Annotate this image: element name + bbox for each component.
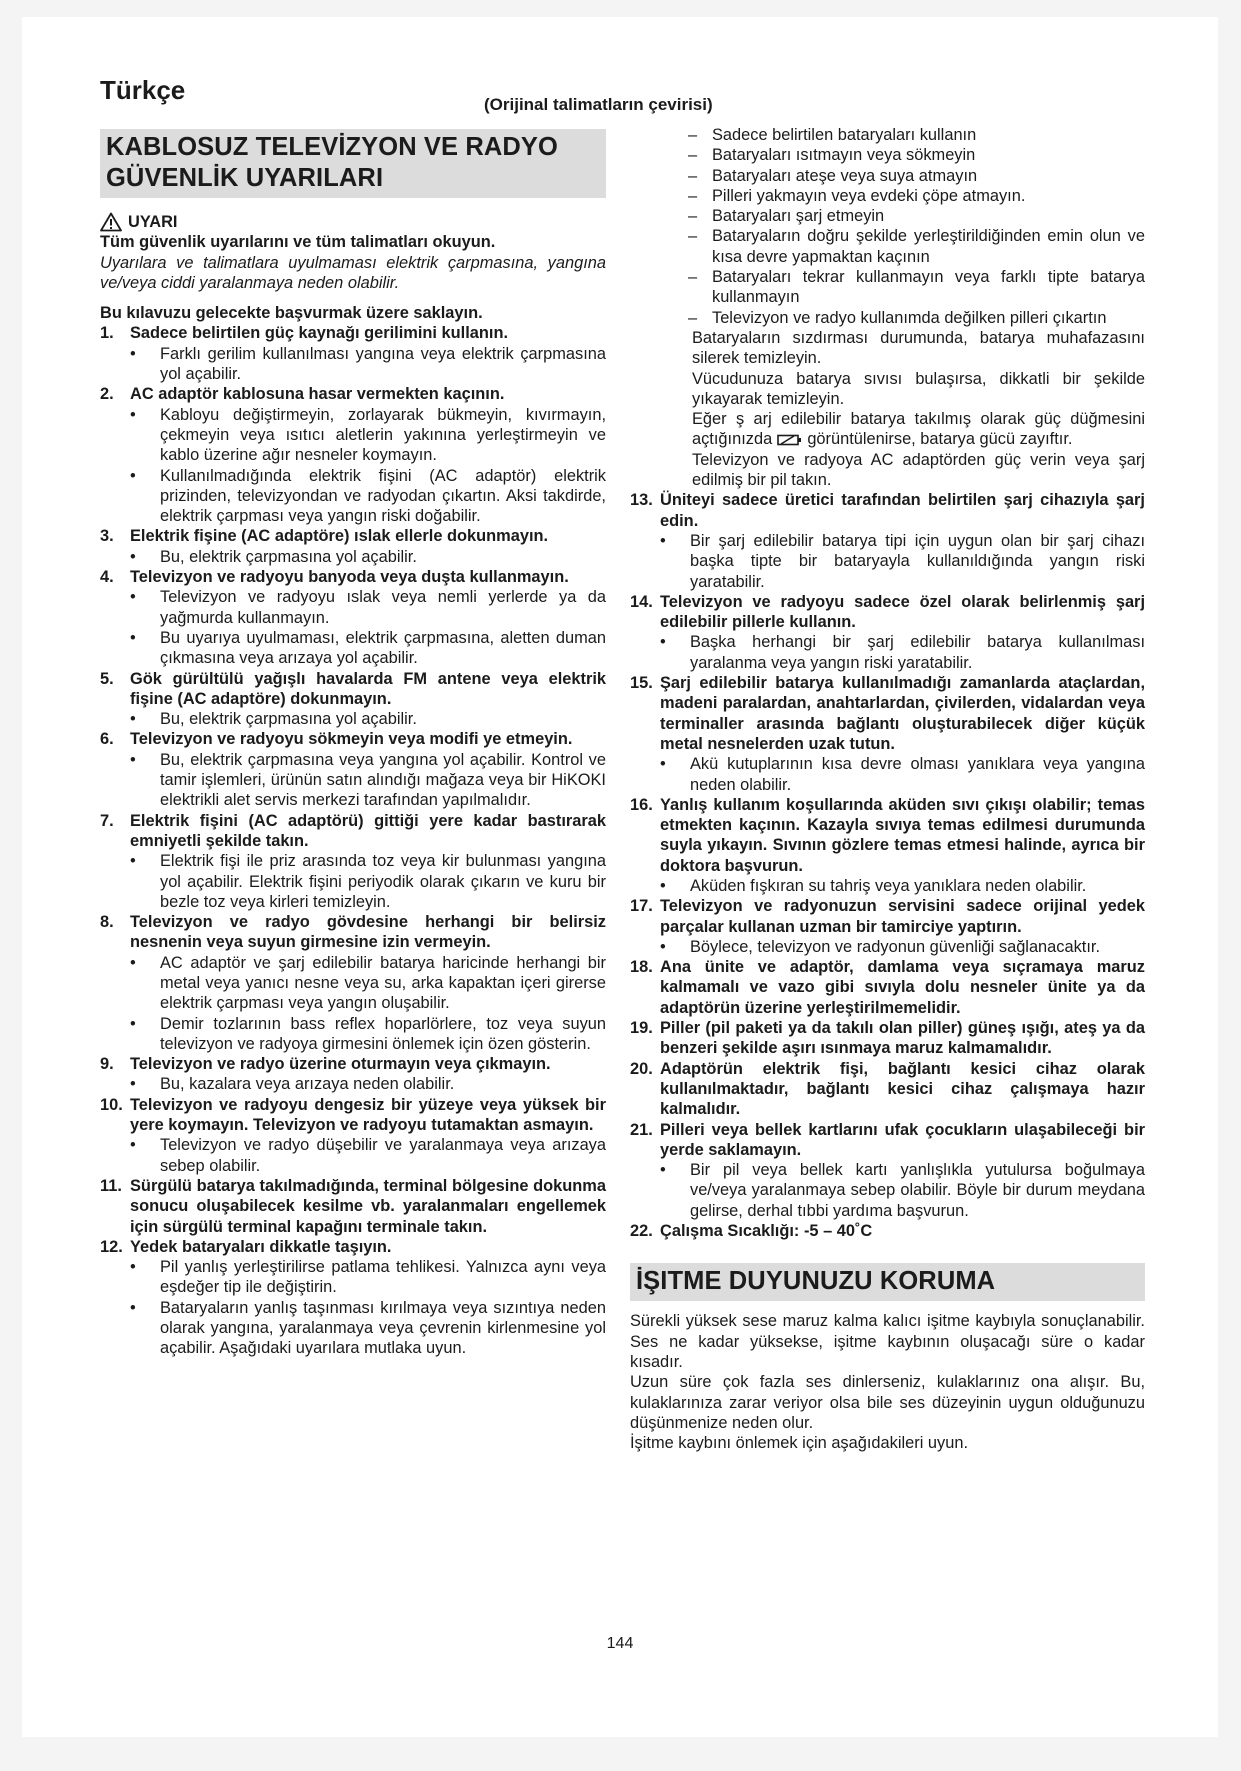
dash-marker: – — [688, 268, 698, 287]
bullet-item — [100, 344, 606, 385]
bullet-marker: • — [130, 344, 136, 363]
bullet-text: Kabloyu değiştirmeyin, zorlayarak bükmeyin, kıvırmayın, çekmeyin veya ısıtıcı aletlerin yakınına yerleştirmeyin ve kablo üzerine ağır nesneler koymayın. — [160, 405, 606, 465]
item-text: Piller (pil paketi ya da takılı olan piller) güneş ışığı, ateş ya da benzeri şekilde aşırı ısınmaya maruz kalmamalıdır. — [660, 1019, 1145, 1058]
item-text: Televizyon ve radyonuzun servisini sadece orijinal yedek parçalar kullanan uzman bir tamirciye yaptırın. — [660, 897, 1145, 936]
item-number: 6. — [100, 730, 114, 749]
numbered-item — [630, 592, 1145, 633]
bullet-text: Kullanılmadığında elektrik fişini (AC adaptör) elektrik prizinden, televizyondan ve radyodan çıkartın. Aksi takdirde, elektrik çarpması veya yangın riski doğabilir. — [160, 466, 606, 526]
item-text: AC adaptör kablosuna hasar vermekten kaçının. — [130, 385, 505, 404]
numbered-item — [630, 957, 1145, 1018]
dash-item — [630, 186, 1145, 206]
numbered-item — [100, 567, 606, 587]
bullet-text: Bu, elektrik çarpmasına veya yangına yol açabilir. Kontrol ve tamir işlemleri, ürünün satın alındığı mağaza veya bir HiKOKI elektrikli alet servis merkezi tarafından yapılmalıdır. — [160, 750, 606, 810]
numbered-item — [100, 1237, 606, 1257]
dash-text: Bataryaları şarj etmeyin — [712, 207, 885, 226]
dash-marker: – — [688, 207, 698, 226]
right-column — [630, 125, 1145, 1453]
bullet-item — [100, 405, 606, 466]
low-battery-text-after: görüntülenirse, batarya gücü zayıftır. — [807, 430, 1073, 449]
numbered-item — [630, 1221, 1145, 1241]
dash-text: Bataryaları ateşe veya suya atmayın — [712, 166, 978, 185]
numbered-item — [100, 323, 606, 343]
bullet-marker: • — [660, 755, 666, 774]
dash-item — [630, 226, 1145, 267]
item-number: 21. — [630, 1120, 653, 1139]
bullet-marker: • — [130, 1298, 136, 1317]
bullet-text: Bir pil veya bellek kartı yanlışlıkla yutulursa boğulmaya ve/veya yaralanmaya sebep olabilir. Böyle bir durum meydana gelirse, derhal tıbbi yardıma başvurun. — [690, 1161, 1145, 1220]
left-column — [100, 129, 606, 1359]
numbered-item — [100, 669, 606, 710]
bullet-item — [100, 1135, 606, 1176]
warning-triangle-icon — [100, 212, 122, 232]
numbered-item — [630, 896, 1145, 937]
item-text: Gök gürültülü yağışlı havalarda FM antene veya elektrik fişine (AC adaptöre) dokunmayın. — [130, 669, 606, 708]
numbered-item — [100, 1054, 606, 1074]
item-text: Yedek bataryaları dikkatle taşıyın. — [130, 1237, 392, 1256]
numbered-item — [630, 490, 1145, 531]
bullet-item — [630, 754, 1145, 795]
bullet-text: Bu, elektrik çarpmasına yol açabilir. — [160, 547, 417, 566]
bullet-text: Pil yanlış yerleştirilirse patlama tehlikesi. Yalnızca aynı veya eşdeğer tip ile değiştirin. — [160, 1258, 606, 1297]
bullet-item — [630, 937, 1145, 957]
translation-subtitle: (Orijinal talimatların çevirisi) — [484, 95, 713, 114]
bullet-text: Başka herhangi bir şarj edilebilir batarya kullanılması yaralanma veya yangın riski yaratabilir. — [690, 633, 1145, 672]
item-number: 19. — [630, 1019, 653, 1038]
item-number: 1. — [100, 324, 114, 343]
warning-label: UYARI — [128, 213, 178, 231]
bullet-marker: • — [660, 1161, 666, 1180]
numbered-item — [630, 673, 1145, 754]
keep-manual-note: Bu kılavuzu gelecekte başvurmak üzere saklayın. — [100, 304, 483, 323]
dash-marker: – — [688, 186, 698, 205]
battery-dash-list — [630, 125, 1145, 328]
item-number: 2. — [100, 385, 114, 404]
item-text: Elektrik fişine (AC adaptöre) ıslak ellerle dokunmayın. — [130, 527, 549, 546]
item-number: 18. — [630, 958, 653, 977]
bullet-item — [100, 709, 606, 729]
language-heading: Türkçe — [100, 75, 186, 105]
item-number: 16. — [630, 795, 653, 814]
item-number: 9. — [100, 1055, 114, 1074]
item-text: Çalışma Sıcaklığı: -5 – 40˚C — [660, 1222, 873, 1241]
item-number: 17. — [630, 897, 653, 916]
bullet-text: Akü kutuplarının kısa devre olması yanıklara veya yangına neden olabilir. — [690, 755, 1145, 794]
bullet-text: Böylece, televizyon ve radyonun güvenliği sağlanacaktır. — [690, 937, 1101, 956]
bullet-text: AC adaptör ve şarj edilebilir batarya haricinde herhangi bir metal veya yanıcı nesne veya su, arka kapaktan içeri girerse elektrik çarpması veya yangın oluşabilir. — [160, 953, 606, 1013]
bullet-marker: • — [130, 588, 136, 607]
bullet-marker: • — [130, 750, 136, 769]
bullet-marker: • — [130, 852, 136, 871]
item-text: Ana ünite ve adaptör, damlama veya sıçramaya maruz kalmamalı ve vazo gibi sıvıyla dolu nesneler ünite ya da adaptörün üzerine yerleştirilmemelidir. — [660, 958, 1145, 1017]
dash-item — [630, 308, 1145, 328]
item-number: 13. — [630, 491, 653, 510]
hearing-paragraphs — [630, 1311, 1145, 1453]
ac-adapter-paragraph: Televizyon ve radyoya AC adaptörden güç verin veya şarj edilmiş bir pil takın. — [692, 450, 1145, 490]
dash-item — [630, 125, 1145, 145]
bullet-marker: • — [130, 1136, 136, 1155]
item-text: Televizyon ve radyo üzerine oturmayın veya çıkmayın. — [130, 1055, 551, 1074]
dash-text: Bataryaları ısıtmayın veya sökmeyin — [712, 146, 976, 165]
bullet-marker: • — [130, 710, 136, 729]
bullet-item — [100, 587, 606, 628]
bullet-marker: • — [130, 628, 136, 647]
bullet-item — [100, 851, 606, 912]
safety-section-title: KABLOSUZ TELEVİZYON VE RADYO GÜVENLİK UYARILARI — [100, 129, 606, 198]
bullet-item — [630, 876, 1145, 896]
item-number: 12. — [100, 1237, 123, 1256]
bullet-marker: • — [130, 953, 136, 972]
bullet-item — [100, 1014, 606, 1055]
bullet-item — [100, 1257, 606, 1298]
bullet-item — [100, 953, 606, 1014]
dash-text: Bataryaları tekrar kullanmayın veya farklı tipte batarya kullanmayın — [712, 268, 1145, 307]
low-battery-icon — [777, 434, 803, 446]
bullet-text: Bataryaların yanlış taşınması kırılmaya veya sızıntıya neden olarak yangına, yaralanmaya veya çevrenin kirlenmesine yol açabilir. Aşağıdaki uyarılara mutlaka uyun. — [160, 1298, 606, 1358]
numbered-item — [630, 1120, 1145, 1161]
left-item-list — [100, 323, 606, 1358]
warning-italic-note: Uyarılara ve talimatlara uyulmaması elektrik çarpmasına, yangına ve/veya ciddi yaralanmaya neden olabilir. — [100, 253, 606, 292]
bullet-marker: • — [660, 633, 666, 652]
dash-item — [630, 267, 1145, 308]
hearing-paragraph: Sürekli yüksek sese maruz kalma kalıcı işitme kaybıyla sonuçlanabilir. Ses ne kadar yüksekse, işitme kaybının oluşacağı süre o kadar kısadır. — [630, 1312, 1145, 1371]
dash-text: Televizyon ve radyo kullanımda değilken pilleri çıkartın — [712, 308, 1107, 327]
numbered-item — [100, 1095, 606, 1136]
bullet-item — [100, 466, 606, 527]
bullet-marker: • — [660, 937, 666, 956]
item-number: 5. — [100, 669, 114, 688]
bullet-item — [100, 750, 606, 811]
low-battery-text-before: Eğer ş arj edilebilir batarya takılmış olarak güç düğmesini açtığınızda — [692, 410, 1145, 449]
bullet-text: Aküden fışkıran su tahriş veya yanıklara neden olabilir. — [690, 876, 1087, 895]
dash-text: Sadece belirtilen bataryaları kullanın — [712, 126, 977, 144]
hearing-section-title: İŞITME DUYUNUZU KORUMA — [630, 1263, 1145, 1301]
low-battery-paragraph — [630, 409, 1145, 450]
bullet-text: Bu, kazalara veya arızaya neden olabilir. — [160, 1075, 455, 1094]
bullet-item — [100, 1298, 606, 1359]
bullet-marker: • — [130, 1258, 136, 1277]
item-text: Üniteyi sadece üretici tarafından belirtilen şarj cihazıyla şarj edin. — [660, 491, 1145, 530]
item-text: Elektrik fişini (AC adaptörü) gittiği yere kadar bastırarak emniyetli şekilde takın. — [130, 811, 606, 850]
item-text: Sadece belirtilen güç kaynağı gerilimini kullanın. — [130, 324, 509, 343]
numbered-item — [100, 526, 606, 546]
bullet-text: Televizyon ve radyo düşebilir ve yaralanmaya veya arızaya sebep olabilir. — [160, 1136, 606, 1175]
dash-marker: – — [688, 308, 698, 327]
item-number: 22. — [630, 1222, 653, 1241]
dash-text: Pilleri yakmayın veya evdeki çöpe atmayın. — [712, 186, 1026, 205]
item-text: Televizyon ve radyoyu sökmeyin veya modifi ye etmeyin. — [130, 730, 573, 749]
bullet-marker: • — [660, 876, 666, 895]
read-all-instruction: Tüm güvenlik uyarılarını ve tüm talimatları okuyun. — [100, 233, 496, 252]
page-number: 144 — [606, 1635, 634, 1652]
hearing-paragraph: İşitme kaybını önlemek için aşağıdakileri uyun. — [630, 1434, 968, 1453]
dash-marker: – — [688, 146, 698, 165]
battery-paragraph: Bataryaların sızdırması durumunda, batarya muhafazasını silerek temizleyin. — [692, 328, 1145, 368]
bullet-text: Elektrik fişi ile priz arasında toz veya kir bulunması yangına yol açabilir. Elektrik fişini periyodik olarak çıkarın ve kuru bir bezle toz veya kirleri temizleyin. — [160, 852, 606, 911]
bullet-text: Bu, elektrik çarpmasına yol açabilir. — [160, 710, 417, 729]
item-text: Televizyon ve radyoyu sadece özel olarak belirlenmiş şarj edilebilir pillerle kullanın. — [660, 592, 1145, 632]
hearing-paragraph: Uzun süre çok fazla ses dinlerseniz, kulaklarınız ona alışır. Bu, kulaklarınıza zarar veriyor olsa bile ses düzeyinin uygun olduğunuzu düşünmenize neden olur. — [630, 1373, 1145, 1432]
item-number: 14. — [630, 592, 653, 611]
bullet-item — [630, 1160, 1145, 1221]
numbered-item — [630, 795, 1145, 876]
item-number: 7. — [100, 811, 114, 830]
dash-marker: – — [688, 126, 698, 144]
bullet-item — [100, 1074, 606, 1094]
bullet-item — [100, 628, 606, 669]
numbered-item — [100, 912, 606, 953]
dash-item — [630, 206, 1145, 226]
item-text: Adaptörün elektrik fişi, bağlantı kesici cihaz olarak kullanılmaktadır, bağlantı kesici cihaz çalışmaya hazır kalmalıdır. — [660, 1059, 1145, 1119]
bullet-item — [630, 632, 1145, 673]
battery-paragraph: Vücudunuza batarya sıvısı bulaşırsa, dikkatli bir şekilde yıkayarak temizleyin. — [692, 369, 1145, 408]
item-text: Sürgülü batarya takılmadığında, terminal bölgesine dokunma sonucu oluşabilecek kesilme vb. yaralanmaları engellemek için sürgülü terminal kapağını terminale takın. — [130, 1176, 606, 1236]
item-number: 15. — [630, 674, 653, 693]
right-item-list — [630, 490, 1145, 1241]
bullet-marker: • — [130, 405, 136, 424]
dash-item — [630, 166, 1145, 186]
item-number: 3. — [100, 527, 114, 546]
item-text: Televizyon ve radyoyu banyoda veya duşta kullanmayın. — [130, 568, 569, 587]
bullet-text: Bu uyarıya uyulmaması, elektrik çarpmasına, aletten duman çıkmasına veya arızaya yol açabilir. — [160, 628, 606, 668]
dash-marker: – — [688, 166, 698, 185]
numbered-item — [630, 1059, 1145, 1120]
bullet-text: Televizyon ve radyoyu ıslak veya nemli yerlerde ya da yağmurda kullanmayın. — [160, 588, 606, 627]
item-text: Televizyon ve radyo gövdesine herhangi bir belirsiz nesnenin veya suyun girmesine izin vermeyin. — [130, 913, 606, 952]
bullet-text: Bir şarj edilebilir batarya tipi için uygun olan bir şarj cihazı başka tipte bir bataryayla kullanıldığında yangın riski yaratabilir. — [690, 531, 1145, 591]
bullet-marker: • — [130, 466, 136, 485]
numbered-item — [100, 1176, 606, 1237]
item-text: Televizyon ve radyoyu dengesiz bir yüzeye veya yüksek bir yere koymayın. Televizyon ve radyoyu tutamaktan asmayın. — [130, 1095, 606, 1135]
numbered-item — [100, 729, 606, 749]
bullet-marker: • — [660, 531, 666, 550]
dash-item — [630, 145, 1145, 165]
item-number: 20. — [630, 1059, 653, 1078]
bullet-item — [630, 531, 1145, 592]
manual-page — [22, 17, 1218, 1737]
bullet-text: Farklı gerilim kullanılması yangına veya elektrik çarpmasına yol açabilir. — [160, 344, 606, 384]
bullet-marker: • — [130, 1075, 136, 1094]
bullet-item — [100, 547, 606, 567]
item-text: Pilleri veya bellek kartlarını ufak çocukların ulaşabileceği bir yerde saklamayın. — [660, 1120, 1145, 1159]
numbered-item — [630, 1018, 1145, 1059]
item-number: 4. — [100, 568, 114, 587]
item-number: 8. — [100, 913, 114, 932]
item-text: Şarj edilebilir batarya kullanılmadığı zamanlarda ataçlardan, madeni paralardan, anahtarlardan, çivilerden, vidalardan veya terminaller arasında bağlantı oluşturabilecek diğer küçük metal nesnelerden uzak tutun. — [660, 674, 1145, 753]
numbered-item — [100, 811, 606, 852]
item-number: 10. — [100, 1095, 123, 1114]
numbered-item — [100, 384, 606, 404]
bullet-text: Demir tozlarının bass reflex hoparlörlere, toz veya suyun televizyon ve radyoya girmesini önlemek için özen gösterin. — [160, 1014, 606, 1053]
dash-text: Bataryaların doğru şekilde yerleştirildiğinden emin olun ve kısa devre yapmaktan kaçının — [712, 227, 1145, 266]
dash-marker: – — [688, 227, 698, 246]
bullet-marker: • — [130, 547, 136, 566]
item-number: 11. — [100, 1176, 122, 1195]
battery-paragraphs — [630, 328, 1145, 409]
bullet-marker: • — [130, 1014, 136, 1033]
item-text: Yanlış kullanım koşullarında aküden sıvı çıkışı olabilir; temas etmekten kaçının. Kazayla sıvıya temas edilmesi durumunda suyla yıkayın. Sıvının gözlere temas etmesi halinde, ayrıca bir doktora başvurun. — [660, 795, 1145, 875]
warning-header — [100, 212, 606, 232]
